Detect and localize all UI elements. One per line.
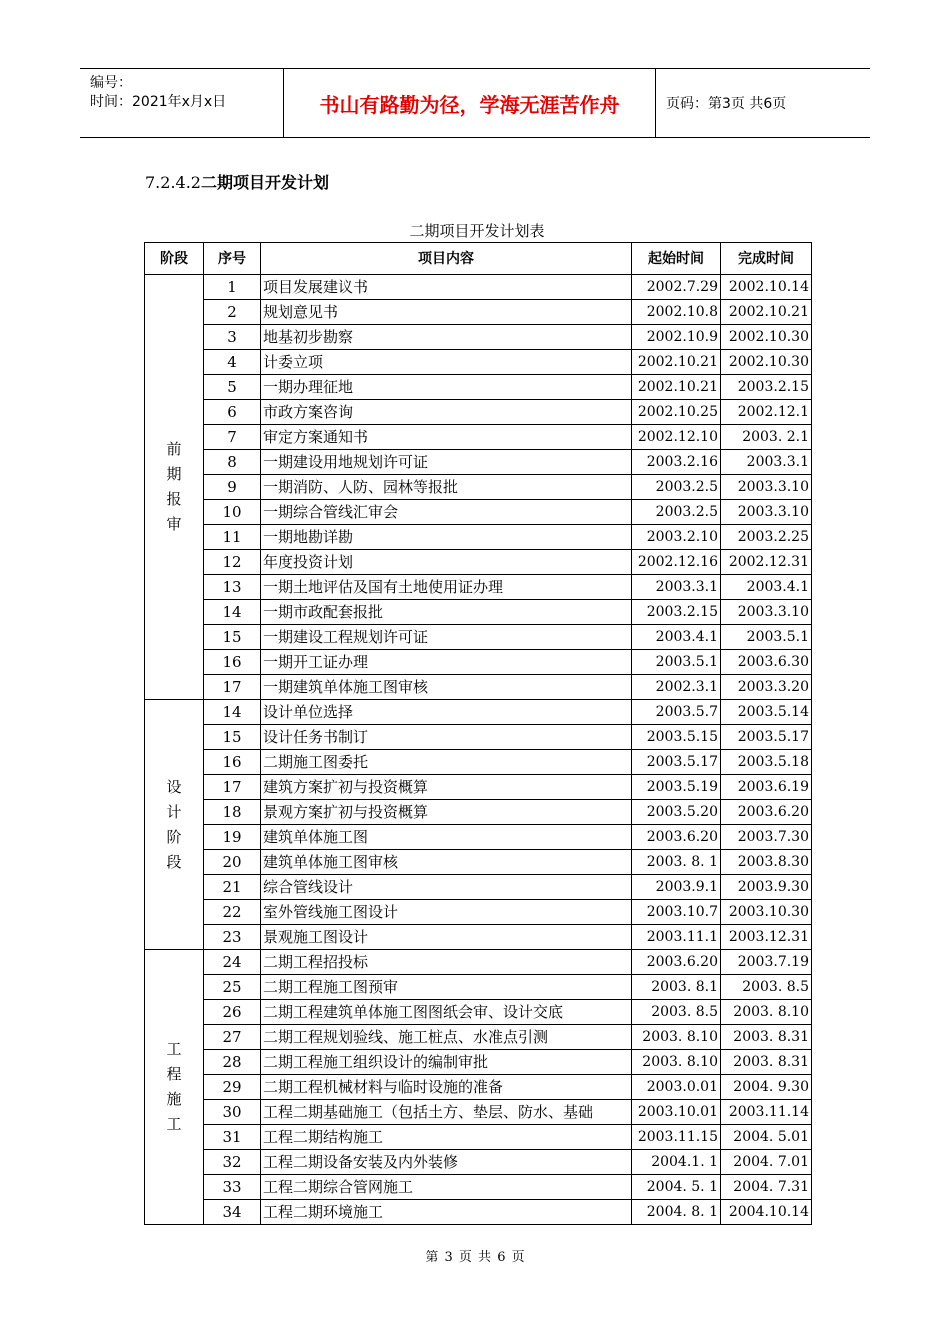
start-date-cell: 2002.10.9 [632,325,721,350]
start-date-cell: 2003.2.16 [632,450,721,475]
end-date-cell: 2003.5.1 [721,625,812,650]
seq-cell: 16 [204,650,261,675]
start-date-cell: 2003.10.7 [632,900,721,925]
start-date-cell: 2003.5.20 [632,800,721,825]
start-date-cell: 2003.10.01 [632,1100,721,1125]
start-date-cell: 2003. 8.5 [632,1000,721,1025]
end-date-cell: 2003.5.14 [721,700,812,725]
stage-char: 设 [166,777,182,796]
content-cell: 年度投资计划 [261,550,632,575]
content-cell: 二期工程规划验线、施工桩点、水准点引测 [261,1025,632,1050]
table-row [145,475,812,500]
seq-cell: 27 [204,1025,261,1050]
table-row [145,350,812,375]
content-cell: 一期消防、人防、园林等报批 [261,475,632,500]
end-date-cell: 2003.6.20 [721,800,812,825]
start-date-cell: 2003.2.15 [632,600,721,625]
start-date-cell: 2003.5.15 [632,725,721,750]
seq-cell: 22 [204,900,261,925]
table-row [145,275,812,300]
content-cell: 一期办理征地 [261,375,632,400]
plan-table [144,242,812,1225]
table-row [145,1175,812,1200]
content-cell: 一期地勘详勘 [261,525,632,550]
start-date-cell: 2002.12.10 [632,425,721,450]
seq-cell: 28 [204,1050,261,1075]
end-date-cell: 2003.3.10 [721,500,812,525]
table-row [145,725,812,750]
start-date-cell: 2003. 8. 1 [632,850,721,875]
table-caption: 二期项目开发计划表 [409,222,545,240]
content-cell: 地基初步勘察 [261,325,632,350]
content-cell: 一期开工证办理 [261,650,632,675]
end-date-cell: 2002.12.1 [721,400,812,425]
table-row [145,825,812,850]
content-cell: 景观施工图设计 [261,925,632,950]
content-cell: 综合管线设计 [261,875,632,900]
start-date-cell: 2002.3.1 [632,675,721,700]
start-date-cell: 2002.7.29 [632,275,721,300]
end-date-cell: 2003. 8.10 [721,1000,812,1025]
end-date-cell: 2003. 8.31 [721,1025,812,1050]
start-date-cell: 2004.1. 1 [632,1150,721,1175]
content-cell: 二期施工图委托 [261,750,632,775]
table-row [145,900,812,925]
document-number-label: 编号： [90,75,132,91]
seq-cell: 8 [204,450,261,475]
start-date-cell: 2003. 8.1 [632,975,721,1000]
seq-cell: 23 [204,925,261,950]
end-date-cell: 2002.10.14 [721,275,812,300]
start-date-cell: 2002.10.21 [632,375,721,400]
stage-char: 报 [166,490,182,508]
end-date-cell: 2003.3.1 [721,450,812,475]
end-date-cell: 2003.4.1 [721,575,812,600]
seq-cell: 2 [204,300,261,325]
content-cell: 工程二期基础施工（包括土方、垫层、防水、基础 [261,1100,632,1125]
table-row [145,1200,812,1225]
content-cell: 计委立项 [261,350,632,375]
content-cell: 设计任务书制订 [261,725,632,750]
content-cell: 二期工程建筑单体施工图图纸会审、设计交底 [261,1000,632,1025]
content-cell: 工程二期设备安装及内外装修 [261,1150,632,1175]
seq-cell: 24 [204,950,261,975]
table-row [145,1150,812,1175]
end-date-cell: 2004. 7.31 [721,1175,812,1200]
table-row [145,500,812,525]
table-row [145,1100,812,1125]
seq-cell: 21 [204,875,261,900]
start-date-cell: 2002.10.25 [632,400,721,425]
stage-char: 施 [166,1090,182,1108]
seq-cell: 29 [204,1075,261,1100]
table-body [145,275,812,1225]
end-date-cell: 2003.11.14 [721,1100,812,1125]
stage-cell [145,700,204,950]
header-page-info: 页码：第3页 共6页 [666,96,787,112]
seq-cell: 18 [204,800,261,825]
start-date-cell: 2003.5.1 [632,650,721,675]
start-date-cell: 2003.2.5 [632,475,721,500]
section-number: 7.2.4.2 [145,173,201,192]
seq-cell: 4 [204,350,261,375]
start-date-cell: 2003.9.1 [632,875,721,900]
header-content: 项目内容 [261,243,632,275]
content-cell: 建筑方案扩初与投资概算 [261,775,632,800]
seq-cell: 5 [204,375,261,400]
end-date-cell: 2003.12.31 [721,925,812,950]
content-cell: 一期建筑单体施工图审核 [261,675,632,700]
table-row [145,525,812,550]
seq-cell: 20 [204,850,261,875]
content-cell: 一期建设用地规划许可证 [261,450,632,475]
seq-cell: 15 [204,725,261,750]
end-date-cell: 2002.12.31 [721,550,812,575]
seq-cell: 10 [204,500,261,525]
end-date-cell: 2004.10.14 [721,1200,812,1225]
end-date-cell: 2003.7.19 [721,950,812,975]
table-row [145,1075,812,1100]
start-date-cell: 2003.4.1 [632,625,721,650]
end-date-cell: 2003. 8.5 [721,975,812,1000]
table-row [145,1025,812,1050]
seq-cell: 14 [204,600,261,625]
section-title-text: 二期项目开发计划 [200,173,329,192]
seq-cell: 17 [204,675,261,700]
end-date-cell: 2003. 2.1 [721,425,812,450]
page-footer: 第 3 页 共 6 页 [425,1250,525,1265]
table-row [145,425,812,450]
seq-cell: 26 [204,1000,261,1025]
table-row [145,1050,812,1075]
header-seq: 序号 [204,243,261,275]
start-date-cell: 2002.10.8 [632,300,721,325]
header-end: 完成时间 [721,243,812,275]
end-date-cell: 2003.5.18 [721,750,812,775]
content-cell: 二期工程施工图预审 [261,975,632,1000]
start-date-cell: 2004. 8. 1 [632,1200,721,1225]
start-date-cell: 2003. 8.10 [632,1050,721,1075]
stage-cell [145,275,204,700]
content-cell: 设计单位选择 [261,700,632,725]
table-row [145,875,812,900]
content-cell: 一期综合管线汇审会 [261,500,632,525]
table-row [145,975,812,1000]
document-time-label: 时间：2021年x月x日 [90,94,227,110]
seq-cell: 9 [204,475,261,500]
table-row [145,1125,812,1150]
stage-char: 期 [166,465,182,483]
table-row [145,700,812,725]
table-header-row [145,243,812,275]
content-cell: 一期土地评估及国有土地使用证办理 [261,575,632,600]
header-stage: 阶段 [145,243,204,275]
seq-cell: 16 [204,750,261,775]
table-row [145,575,812,600]
header-start: 起始时间 [632,243,721,275]
seq-cell: 19 [204,825,261,850]
table-row [145,400,812,425]
header-motto: 书山有路勤为径，学海无涯苦作舟 [284,69,656,137]
end-date-cell: 2002.10.30 [721,325,812,350]
table-row [145,950,812,975]
start-date-cell: 2004. 5. 1 [632,1175,721,1200]
seq-cell: 1 [204,275,261,300]
end-date-cell: 2003.7.30 [721,825,812,850]
stage-char: 工 [166,1115,182,1133]
content-cell: 二期工程机械材料与临时设施的准备 [261,1075,632,1100]
table-row [145,625,812,650]
content-cell: 室外管线施工图设计 [261,900,632,925]
start-date-cell: 2003.2.5 [632,500,721,525]
content-cell: 项目发展建议书 [261,275,632,300]
stage-char: 工 [166,1040,182,1058]
seq-cell: 32 [204,1150,261,1175]
seq-cell: 25 [204,975,261,1000]
end-date-cell: 2003.5.17 [721,725,812,750]
section-title [145,170,329,193]
end-date-cell: 2003. 8.31 [721,1050,812,1075]
end-date-cell: 2003.10.30 [721,900,812,925]
stage-char: 段 [166,852,182,871]
end-date-cell: 2004. 9.30 [721,1075,812,1100]
seq-cell: 7 [204,425,261,450]
start-date-cell: 2003.6.20 [632,825,721,850]
content-cell: 工程二期结构施工 [261,1125,632,1150]
seq-cell: 30 [204,1100,261,1125]
start-date-cell: 2003.2.10 [632,525,721,550]
content-cell: 市政方案咨询 [261,400,632,425]
end-date-cell: 2003.6.30 [721,650,812,675]
table-row [145,675,812,700]
table-row [145,450,812,475]
table-row [145,750,812,775]
start-date-cell: 2003.11.1 [632,925,721,950]
table-row [145,600,812,625]
end-date-cell: 2002.10.30 [721,350,812,375]
content-cell: 工程二期环境施工 [261,1200,632,1225]
stage-char: 计 [166,802,182,821]
start-date-cell: 2002.10.21 [632,350,721,375]
table-row [145,550,812,575]
content-cell: 一期建设工程规划许可证 [261,625,632,650]
seq-cell: 17 [204,775,261,800]
stage-cell [145,950,204,1225]
end-date-cell: 2003.3.10 [721,600,812,625]
end-date-cell: 2003.9.30 [721,875,812,900]
table-row [145,925,812,950]
seq-cell: 11 [204,525,261,550]
end-date-cell: 2002.10.21 [721,300,812,325]
end-date-cell: 2003.8.30 [721,850,812,875]
table-row [145,1000,812,1025]
start-date-cell: 2003.11.15 [632,1125,721,1150]
seq-cell: 31 [204,1125,261,1150]
end-date-cell: 2003.6.19 [721,775,812,800]
table-row [145,775,812,800]
end-date-cell: 2004. 7.01 [721,1150,812,1175]
end-date-cell: 2004. 5.01 [721,1125,812,1150]
seq-cell: 6 [204,400,261,425]
stage-char: 前 [166,440,182,458]
seq-cell: 12 [204,550,261,575]
start-date-cell: 2002.12.16 [632,550,721,575]
header-meta [80,69,284,137]
seq-cell: 3 [204,325,261,350]
start-date-cell: 2003.6.20 [632,950,721,975]
table-row [145,300,812,325]
content-cell: 规划意见书 [261,300,632,325]
start-date-cell: 2003.3.1 [632,575,721,600]
content-cell: 二期工程招投标 [261,950,632,975]
content-cell: 工程二期综合管网施工 [261,1175,632,1200]
table-row [145,375,812,400]
table-row [145,850,812,875]
table-row [145,325,812,350]
seq-cell: 14 [204,700,261,725]
end-date-cell: 2003.3.20 [721,675,812,700]
seq-cell: 15 [204,625,261,650]
content-cell: 建筑单体施工图 [261,825,632,850]
start-date-cell: 2003. 8.10 [632,1025,721,1050]
table-row [145,650,812,675]
content-cell: 审定方案通知书 [261,425,632,450]
start-date-cell: 2003.5.17 [632,750,721,775]
stage-char: 阶 [166,827,182,846]
start-date-cell: 2003.0.01 [632,1075,721,1100]
page-header [80,68,870,138]
end-date-cell: 2003.3.10 [721,475,812,500]
seq-cell: 34 [204,1200,261,1225]
start-date-cell: 2003.5.19 [632,775,721,800]
seq-cell: 13 [204,575,261,600]
stage-char: 审 [166,515,182,533]
seq-cell: 33 [204,1175,261,1200]
end-date-cell: 2003.2.25 [721,525,812,550]
content-cell: 一期市政配套报批 [261,600,632,625]
stage-char: 程 [166,1065,182,1083]
content-cell: 建筑单体施工图审核 [261,850,632,875]
content-cell: 二期工程施工组织设计的编制审批 [261,1050,632,1075]
end-date-cell: 2003.2.15 [721,375,812,400]
start-date-cell: 2003.5.7 [632,700,721,725]
table-row [145,800,812,825]
content-cell: 景观方案扩初与投资概算 [261,800,632,825]
